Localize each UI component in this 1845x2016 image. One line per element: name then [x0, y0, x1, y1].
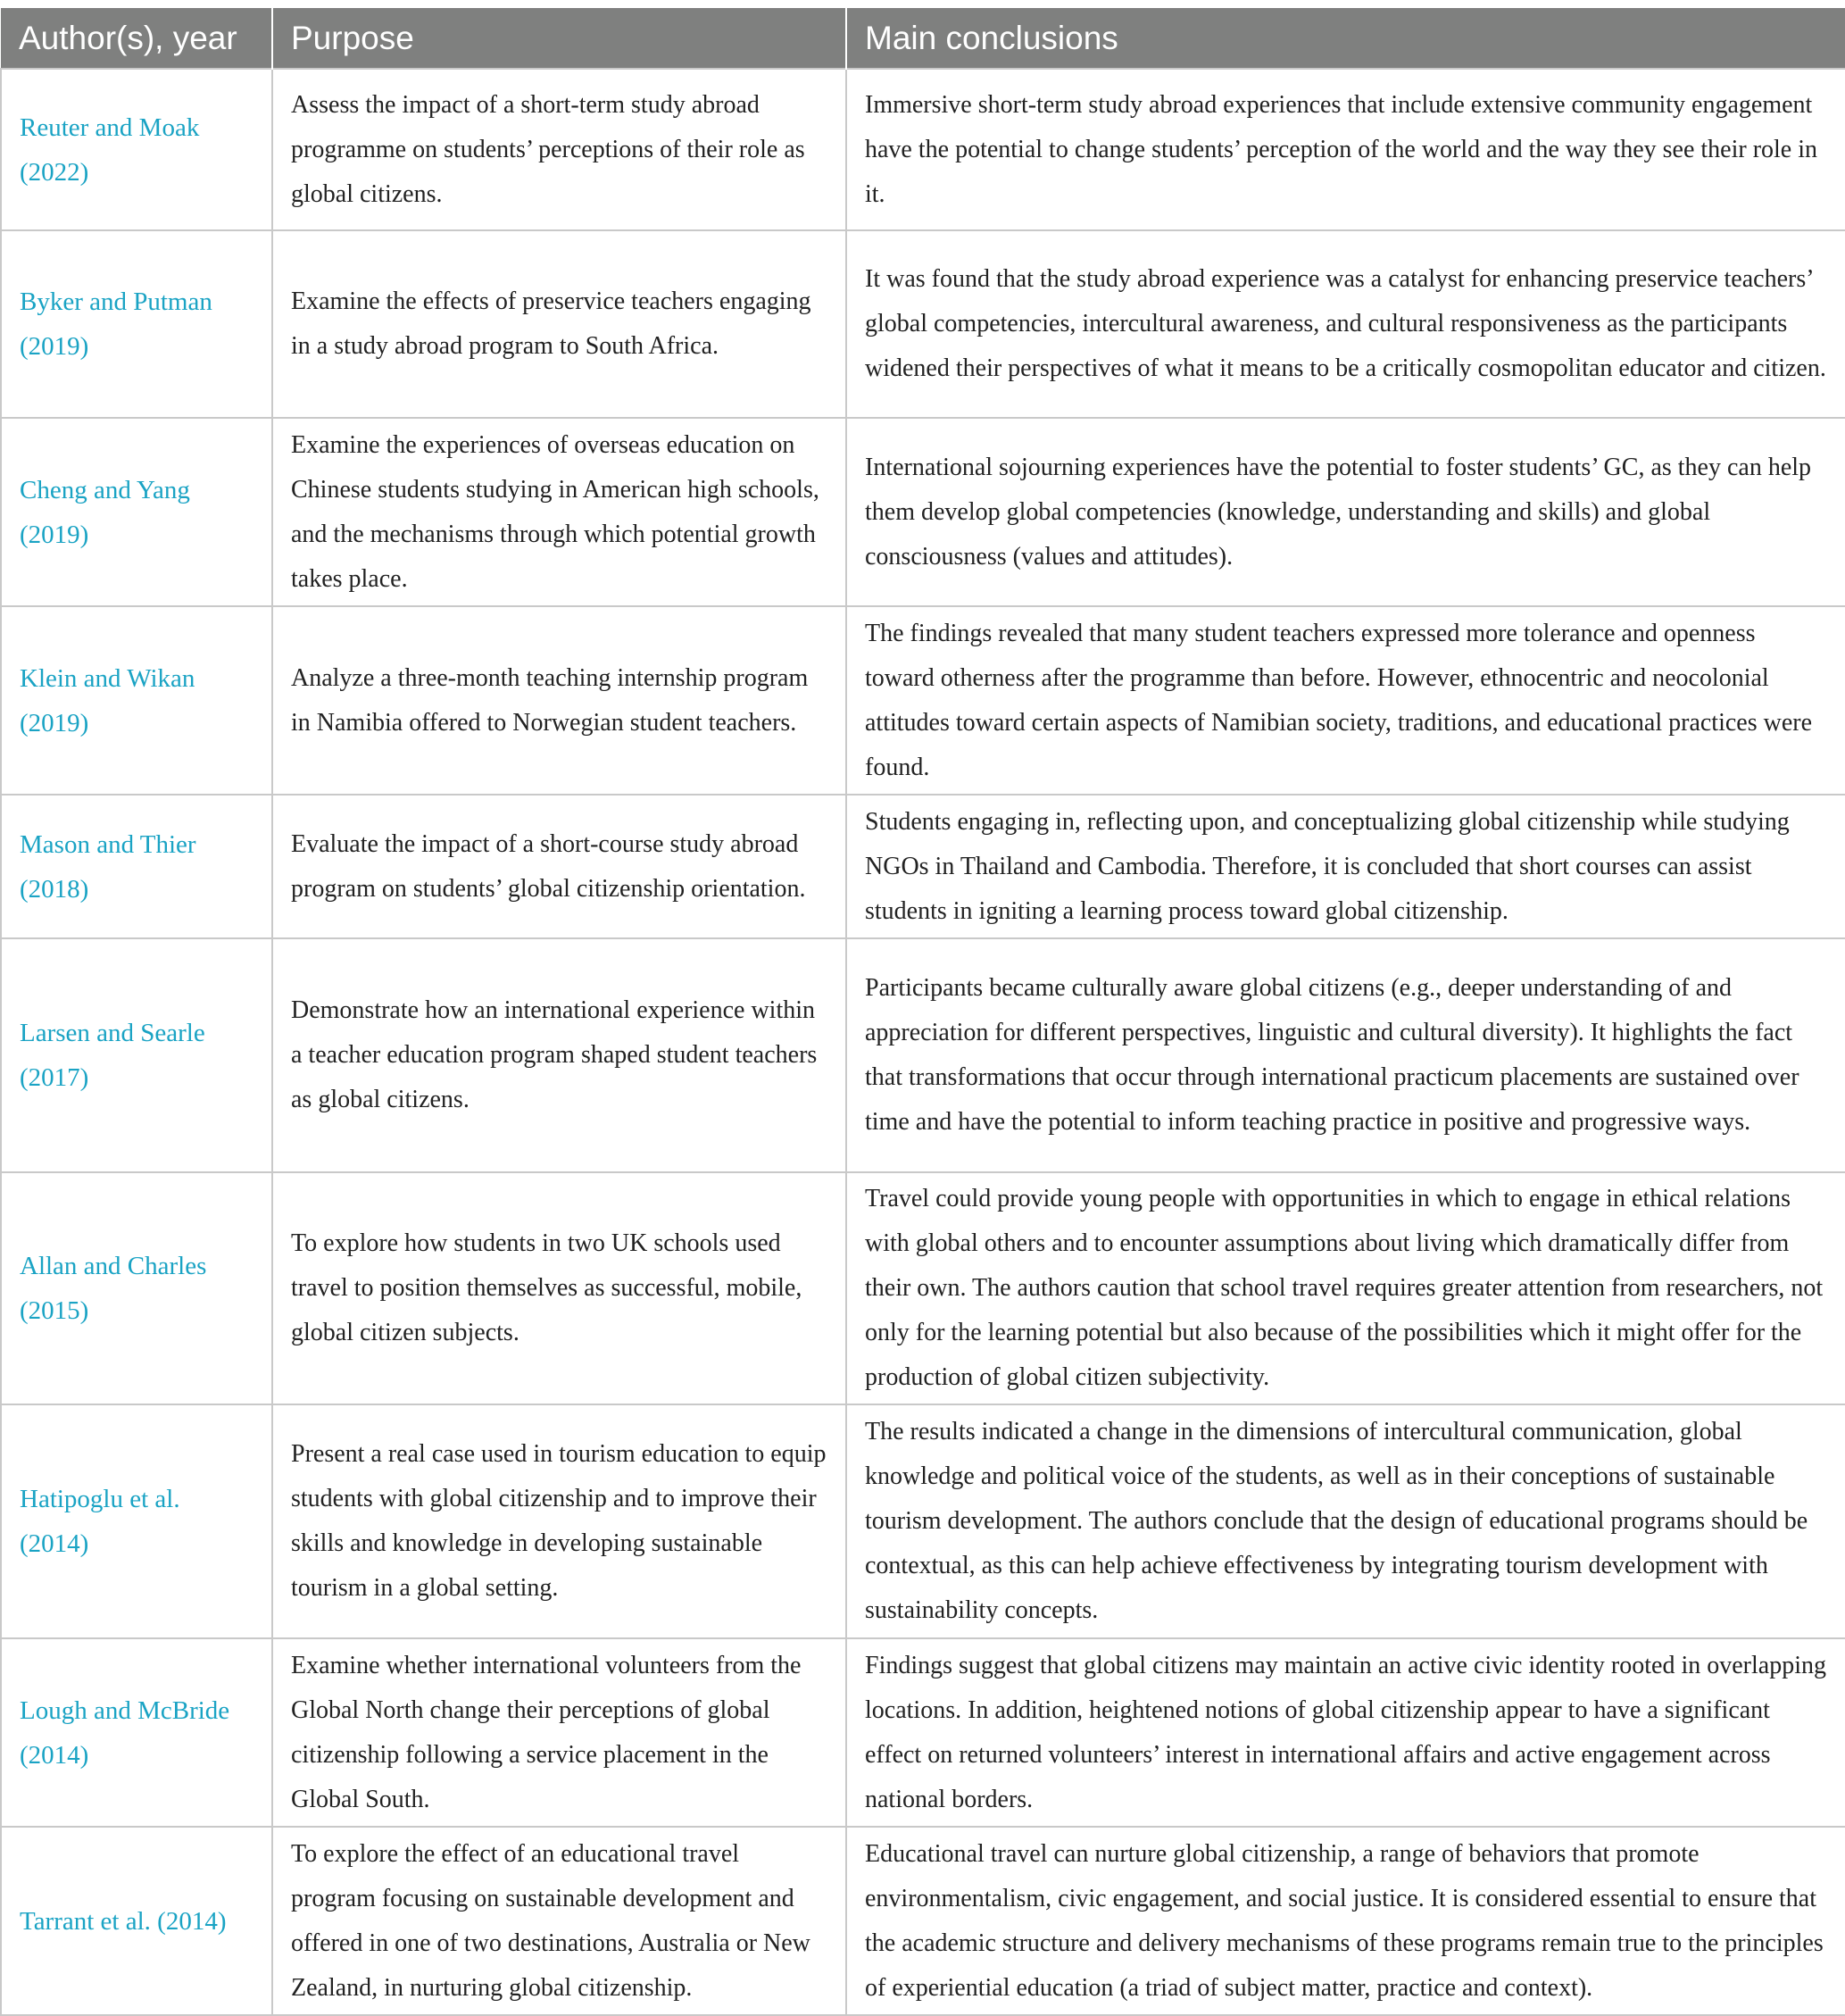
conclusion-cell: Findings suggest that global citizens may maintain an active civic identity rooted in overlapping locations. In addition, heightened notions of global citizenship appear to have a significant effect on returned volunteers’ interest in international affairs and active engagement across national borders.	[846, 1638, 1845, 1827]
conclusion-cell: Students engaging in, reflecting upon, and conceptualizing global citizenship while studying NGOs in Thailand and Cambodia. Therefore, it is concluded that short courses can assist students in igniting a learning process toward global citizenship.	[846, 795, 1845, 938]
conclusion-cell: It was found that the study abroad experience was a catalyst for enhancing preservice teachers’ global competencies, intercultural awareness, and cultural responsiveness as the participants widened their perspectives of what it means to be a critically cosmopolitan educator and citizen.	[846, 230, 1845, 418]
purpose-cell: To explore the effect of an educational travel program focusing on sustainable development and offered in one of two destinations, Australia or New Zealand, in nurturing global citizenship.	[272, 1827, 846, 2015]
purpose-cell: Examine whether international volunteers from the Global North change their perceptions of global citizenship following a service placement in the Global South.	[272, 1638, 846, 1827]
author-cell: Reuter and Moak (2022)	[1, 69, 272, 230]
table-row	[1, 938, 1845, 1172]
author-cell: Hatipoglu et al. (2014)	[1, 1404, 272, 1638]
author-cell: Byker and Putman (2019)	[1, 230, 272, 418]
purpose-cell: Demonstrate how an international experience within a teacher education program shaped student teachers as global citizens.	[272, 938, 846, 1172]
table-row	[1, 418, 1845, 606]
header-author-year: Author(s), year	[1, 8, 272, 69]
conclusion-cell: Educational travel can nurture global citizenship, a range of behaviors that promote environmentalism, civic engagement, and social justice. It is considered essential to ensure that the academic structure and delivery mechanisms of these programs remain true to the principles of experiential education (a triad of subject matter, practice and context).	[846, 1827, 1845, 2015]
purpose-cell: Evaluate the impact of a short-course study abroad program on students’ global citizenship orientation.	[272, 795, 846, 938]
table-row	[1, 1404, 1845, 1638]
table-row	[1, 230, 1845, 418]
purpose-cell: Examine the effects of preservice teachers engaging in a study abroad program to South Africa.	[272, 230, 846, 418]
literature-review-table	[0, 8, 1845, 2016]
conclusion-cell: Participants became culturally aware global citizens (e.g., deeper understanding of and appreciation for different perspectives, linguistic and cultural diversity). It highlights the fact that transformations that occur through international practicum placements are sustained over time and have the potential to inform teaching practice in positive and progressive ways.	[846, 938, 1845, 1172]
purpose-cell: Analyze a three-month teaching internship program in Namibia offered to Norwegian student teachers.	[272, 606, 846, 795]
author-cell: Cheng and Yang (2019)	[1, 418, 272, 606]
table-header	[1, 8, 1845, 69]
conclusion-cell: The results indicated a change in the dimensions of intercultural communication, global knowledge and political voice of the students, as well as in their conceptions of sustainable tourism development. The authors conclude that the design of educational programs should be contextual, as this can help achieve effectiveness by integrating tourism development with sustainability concepts.	[846, 1404, 1845, 1638]
table-row	[1, 1638, 1845, 1827]
author-cell: Mason and Thier (2018)	[1, 795, 272, 938]
conclusion-cell: Immersive short-term study abroad experiences that include extensive community engagement have the potential to change students’ perception of the world and the way they see their role in it.	[846, 69, 1845, 230]
table-body	[1, 69, 1845, 2015]
table-row	[1, 1827, 1845, 2015]
author-cell: Larsen and Searle (2017)	[1, 938, 272, 1172]
header-row	[1, 8, 1845, 69]
purpose-cell: To explore how students in two UK schools used travel to position themselves as successful, mobile, global citizen subjects.	[272, 1172, 846, 1404]
header-purpose: Purpose	[272, 8, 846, 69]
table-row	[1, 795, 1845, 938]
author-cell: Klein and Wikan (2019)	[1, 606, 272, 795]
table-row	[1, 606, 1845, 795]
conclusion-cell: International sojourning experiences have the potential to foster students’ GC, as they can help them develop global competencies (knowledge, understanding and skills) and global consciousness (values and attitudes).	[846, 418, 1845, 606]
purpose-cell: Assess the impact of a short-term study abroad programme on students’ perceptions of their role as global citizens.	[272, 69, 846, 230]
header-main-conclusions: Main conclusions	[846, 8, 1845, 69]
table-row	[1, 69, 1845, 230]
author-cell: Allan and Charles (2015)	[1, 1172, 272, 1404]
conclusion-cell: The findings revealed that many student teachers expressed more tolerance and openness toward otherness after the programme than before. However, ethnocentric and neocolonial attitudes toward certain aspects of Namibian society, traditions, and educational practices were found.	[846, 606, 1845, 795]
conclusion-cell: Travel could provide young people with opportunities in which to engage in ethical relations with global others and to encounter assumptions about living which dramatically differ from their own. The authors caution that school travel requires greater attention from researchers, not only for the learning potential but also because of the possibilities which it might offer for the production of global citizen subjectivity.	[846, 1172, 1845, 1404]
purpose-cell: Examine the experiences of overseas education on Chinese students studying in American high schools, and the mechanisms through which potential growth takes place.	[272, 418, 846, 606]
table-row	[1, 1172, 1845, 1404]
author-cell: Lough and McBride (2014)	[1, 1638, 272, 1827]
author-cell: Tarrant et al. (2014)	[1, 1827, 272, 2015]
purpose-cell: Present a real case used in tourism education to equip students with global citizenship and to improve their skills and knowledge in developing sustainable tourism in a global setting.	[272, 1404, 846, 1638]
